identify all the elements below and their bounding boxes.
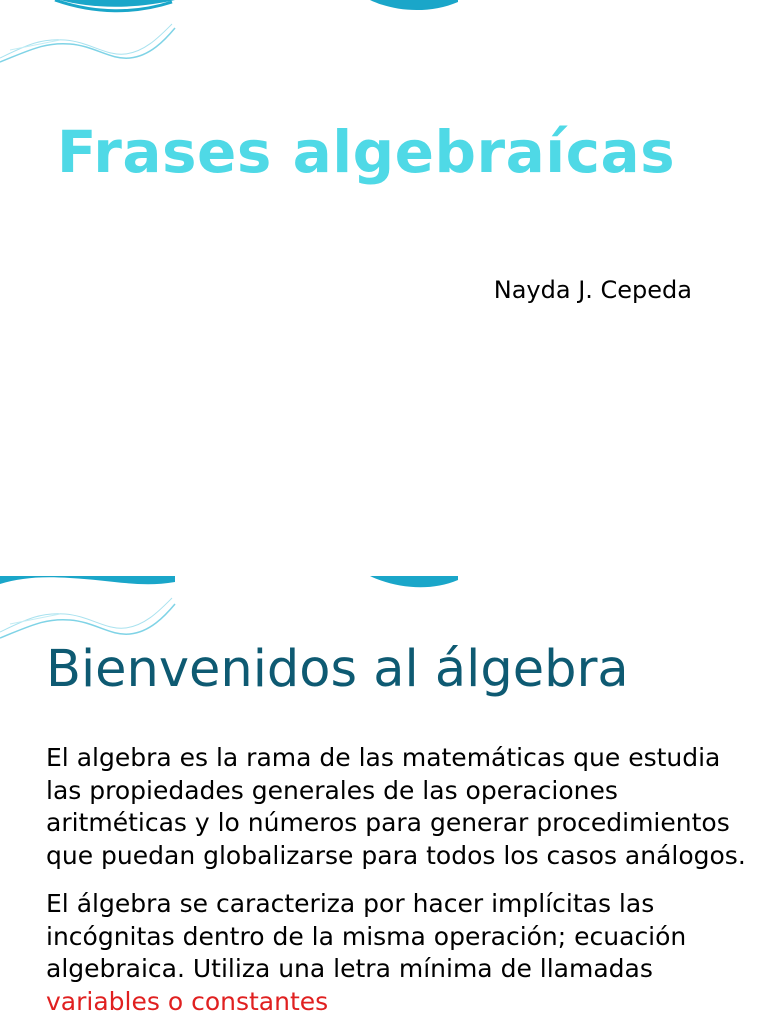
paragraph-text: El álgebra se caracteriza por hacer implícitas las incógnitas dentro de la misma operación; ecuación algebraica. Utiliza una letra <box>46 889 687 983</box>
slide-body <box>46 742 746 1024</box>
paragraph <box>46 888 746 1018</box>
slide-title: Bienvenidos al álgebra <box>46 640 629 699</box>
wave-decoration <box>0 0 768 80</box>
author-name: Nayda J. Cepeda <box>493 276 692 304</box>
highlighted-term: variables o constantes <box>46 986 329 1016</box>
slide-title: Frases algebraícas <box>56 118 676 186</box>
paragraph: El algebra es la rama de las matemáticas que estudia las propiedades generales de las operaciones aritméticas y lo números para generar procedimientos que puedan globalizarse para todos los casos análogos. <box>46 743 746 870</box>
paragraph-text: mínima de llamadas <box>398 954 653 983</box>
content-slide <box>0 576 768 1024</box>
